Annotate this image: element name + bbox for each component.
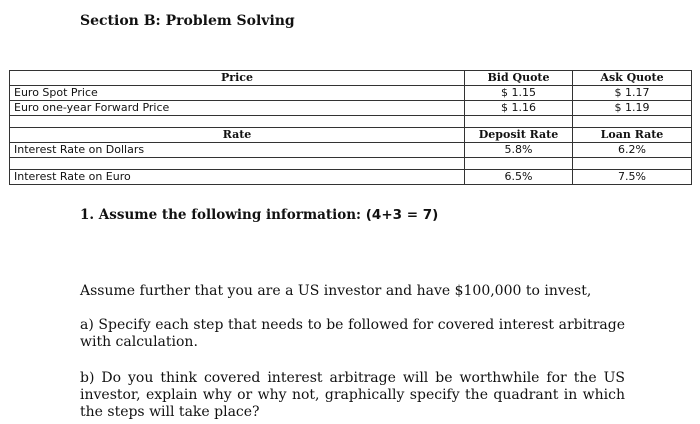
row-label: Euro one-year Forward Price [10,101,465,116]
loan-rate-header: Loan Rate [573,128,692,143]
row-label: Interest Rate on Euro [10,170,465,185]
question-marks: (4+3 = 7) [365,207,439,223]
question-part-a: a) Specify each step that needs to be followed for covered interest arbitrage with calculation. [80,317,625,350]
table-row [10,170,692,185]
question-heading [80,207,438,223]
bid-quote-header: Bid Quote [465,71,573,86]
price-header: Price [10,71,465,86]
table-row [10,101,692,116]
table-row [10,86,692,101]
rate-header: Rate [10,128,465,143]
ask-quote-header: Ask Quote [573,71,692,86]
deposit-rate-header: Deposit Rate [465,128,573,143]
table-row [10,143,692,158]
ask-value: $ 1.17 [573,86,692,101]
table-header-row [10,71,692,86]
question-heading-text: 1. Assume the following information: [80,207,362,223]
ask-value: $ 1.19 [573,101,692,116]
loan-value: 6.2% [573,143,692,158]
bid-value: $ 1.16 [465,101,573,116]
section-title: Section B: Problem Solving [80,13,295,29]
deposit-value: 5.8% [465,143,573,158]
table-spacer-row [10,158,692,170]
loan-value: 7.5% [573,170,692,185]
bid-value: $ 1.15 [465,86,573,101]
row-label: Euro Spot Price [10,86,465,101]
question-intro: Assume further that you are a US investor and have $100,000 to invest, [80,283,592,299]
deposit-value: 6.5% [465,170,573,185]
table-spacer-row [10,116,692,128]
rate-header-row [10,128,692,143]
quotes-table [9,70,692,185]
question-part-b: b) Do you think covered interest arbitrage will be worthwhile for the US investor, explain why or why not, graphically specify the quadrant in which the steps will take place? [80,370,625,420]
row-label: Interest Rate on Dollars [10,143,465,158]
